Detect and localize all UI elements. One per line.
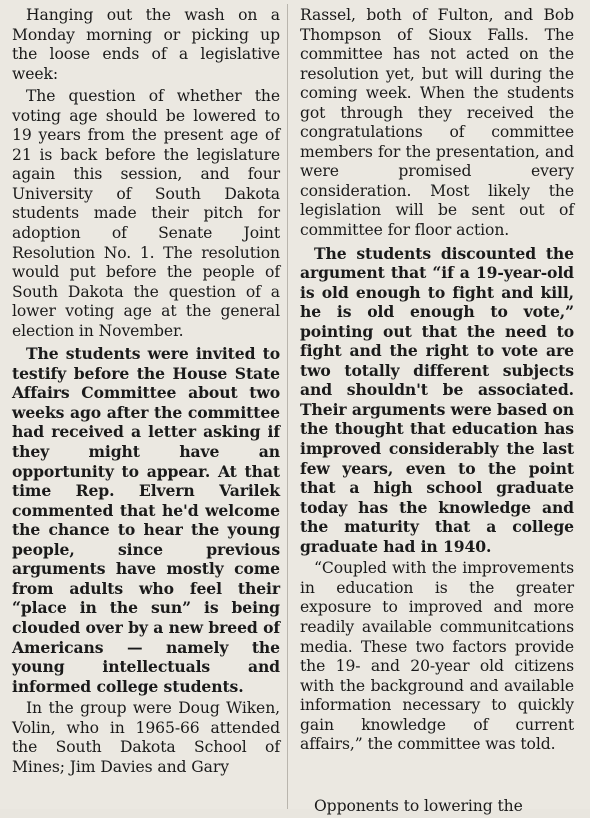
right-column bbox=[300, 6, 574, 815]
paragraph-group-continued: Rassel, both of Fulton, and Bob Thompson of Sioux Falls. The committee has not acted on the resolution yet, but will during the coming week. When the students got through they received the congratulations of committee members for the presentation, and were promised every consideration. Most likely the legislation will be sent out of committee for floor action. bbox=[300, 6, 574, 240]
left-column bbox=[12, 6, 280, 777]
paragraph-students-argument: The students discounted the argument that “if a 19-year-old is old enough to fight and kill, he is old enough to vote,” pointing out that the need to fight and the right to vote are two totally different subjects and shouldn't be associated. Their arguments were based on the thought that education has improved considerably the last few years, even to the point that a high school graduate today has the knowledge and the maturity that a college graduate had in 1940. bbox=[300, 243, 574, 556]
paragraph-students-invited: The students were invited to testify before the House State Affairs Committee about two weeks ago after the committee had received a letter asking if they might have an opportunity to appear. At that time Rep. Elvern Varilek commented that he'd welcome the chance to hear the young people, since previous arguments have mostly come from adults who feel their “place in the sun” is being clouded over by a new breed of Americans — namely the young intellectuals and informed college students. bbox=[12, 344, 280, 696]
paragraph-quote-education: “Coupled with the improvements in education is the greater exposure to improved and more readily available communitcations media. These two factors provide the 19- and 20-year old citizens with the background and available information necessary to quickly gain knowledge of current affairs,” the committee was told. bbox=[300, 559, 574, 754]
paragraph-opponents-cutoff: Opponents to lowering the bbox=[314, 797, 523, 815]
column-divider bbox=[287, 4, 288, 809]
paragraph-voting-age: The question of whether the voting age should be lowered to 19 years from the present age of 21 is back before the legislature again this session, and four University of South Dakota students made their pitch for adoption of Senate Joint Resolution No. 1. The resolution would put before the people of South Dakota the question of a lower voting age at the general election in November. bbox=[12, 87, 280, 340]
paragraph-group-members: In the group were Doug Wiken, Volin, who in 1965-66 attended the South Dakota School of Mines; Jim Davies and Gary bbox=[12, 699, 280, 776]
paragraph-intro: Hanging out the wash on a Monday morning or picking up the loose ends of a legislative week: bbox=[12, 6, 280, 83]
